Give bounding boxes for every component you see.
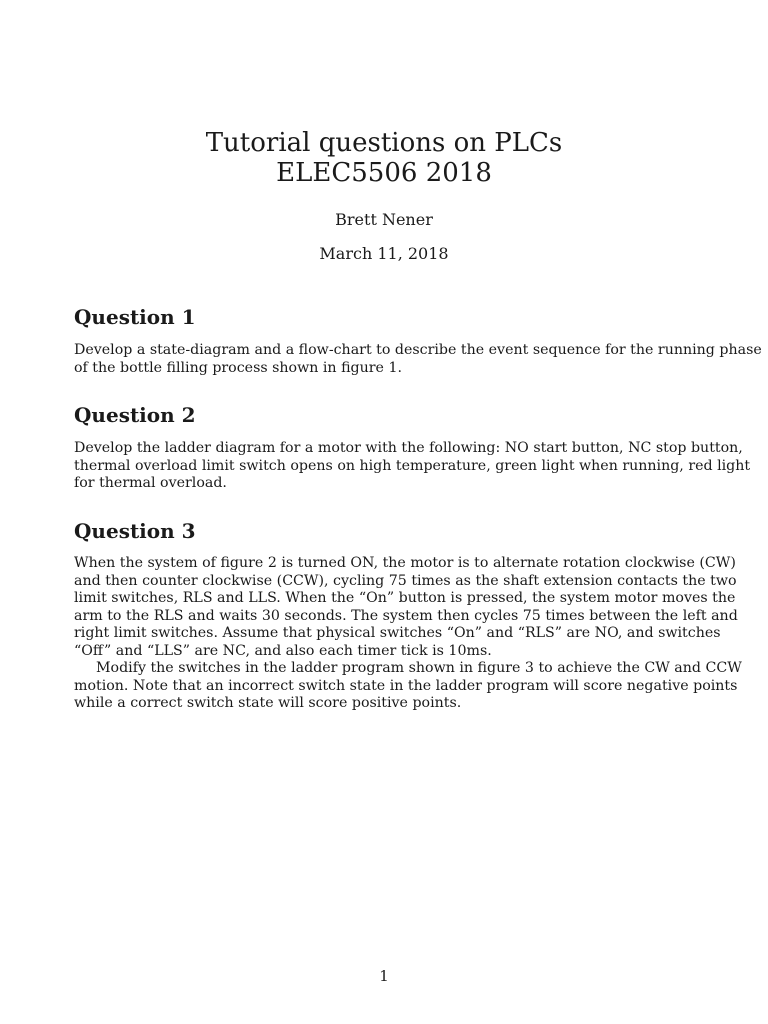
question-3-text — [74, 555, 742, 713]
question-2-line: Develop the ladder diagram for a motor with the following: NO start button, NC stop button, — [74, 440, 743, 456]
question-2-line: for thermal overload. — [74, 475, 227, 491]
question-3-line: arm to the RLS and waits 30 seconds. The system then cycles 75 times between the left and — [74, 607, 738, 624]
question-3-line: and then counter clockwise (CCW), cycling 75 times as the shaft extension contacts the two — [74, 572, 737, 589]
question-3-line: limit switches, RLS and LLS. When the “On” button is pressed, the system motor moves the — [74, 590, 736, 606]
question-1-text — [74, 342, 762, 377]
question-1-line: Develop a state-diagram and a flow-chart to describe the event sequence for the running phase — [74, 342, 762, 358]
author-name: Brett Nener — [335, 210, 433, 229]
title-line-1: Tutorial questions on PLCs — [205, 128, 563, 158]
question-2-heading: Question 2 — [74, 403, 196, 427]
question-3-line: “Off” and “LLS” are NC, and also each timer tick is 10ms. — [74, 642, 492, 659]
question-2-line: thermal overload limit switch opens on high temperature, green light when running, red light — [74, 457, 751, 474]
question-3-heading: Question 3 — [74, 519, 196, 543]
question-2-text — [74, 440, 751, 493]
question-3-line: Modify the switches in the ladder program shown in figure 3 to achieve the CW and CCW — [96, 660, 742, 676]
question-3-line: motion. Note that an incorrect switch state in the ladder program will score negative points — [74, 677, 738, 694]
document-date: March 11, 2018 — [319, 244, 449, 263]
page-number: 1 — [379, 967, 389, 985]
document-title — [0, 128, 768, 188]
title-line-2: ELEC5506 2018 — [276, 158, 492, 188]
question-1-heading: Question 1 — [74, 305, 196, 329]
question-3-line: When the system of figure 2 is turned ON, the motor is to alternate rotation clockwise (CW) — [74, 555, 736, 571]
question-1-line: of the bottle filling process shown in figure 1. — [74, 359, 402, 376]
question-3-line: right limit switches. Assume that physical switches “On” and “RLS” are NO, and switches — [74, 625, 721, 641]
question-3-line: while a correct switch state will score positive points. — [74, 695, 462, 711]
